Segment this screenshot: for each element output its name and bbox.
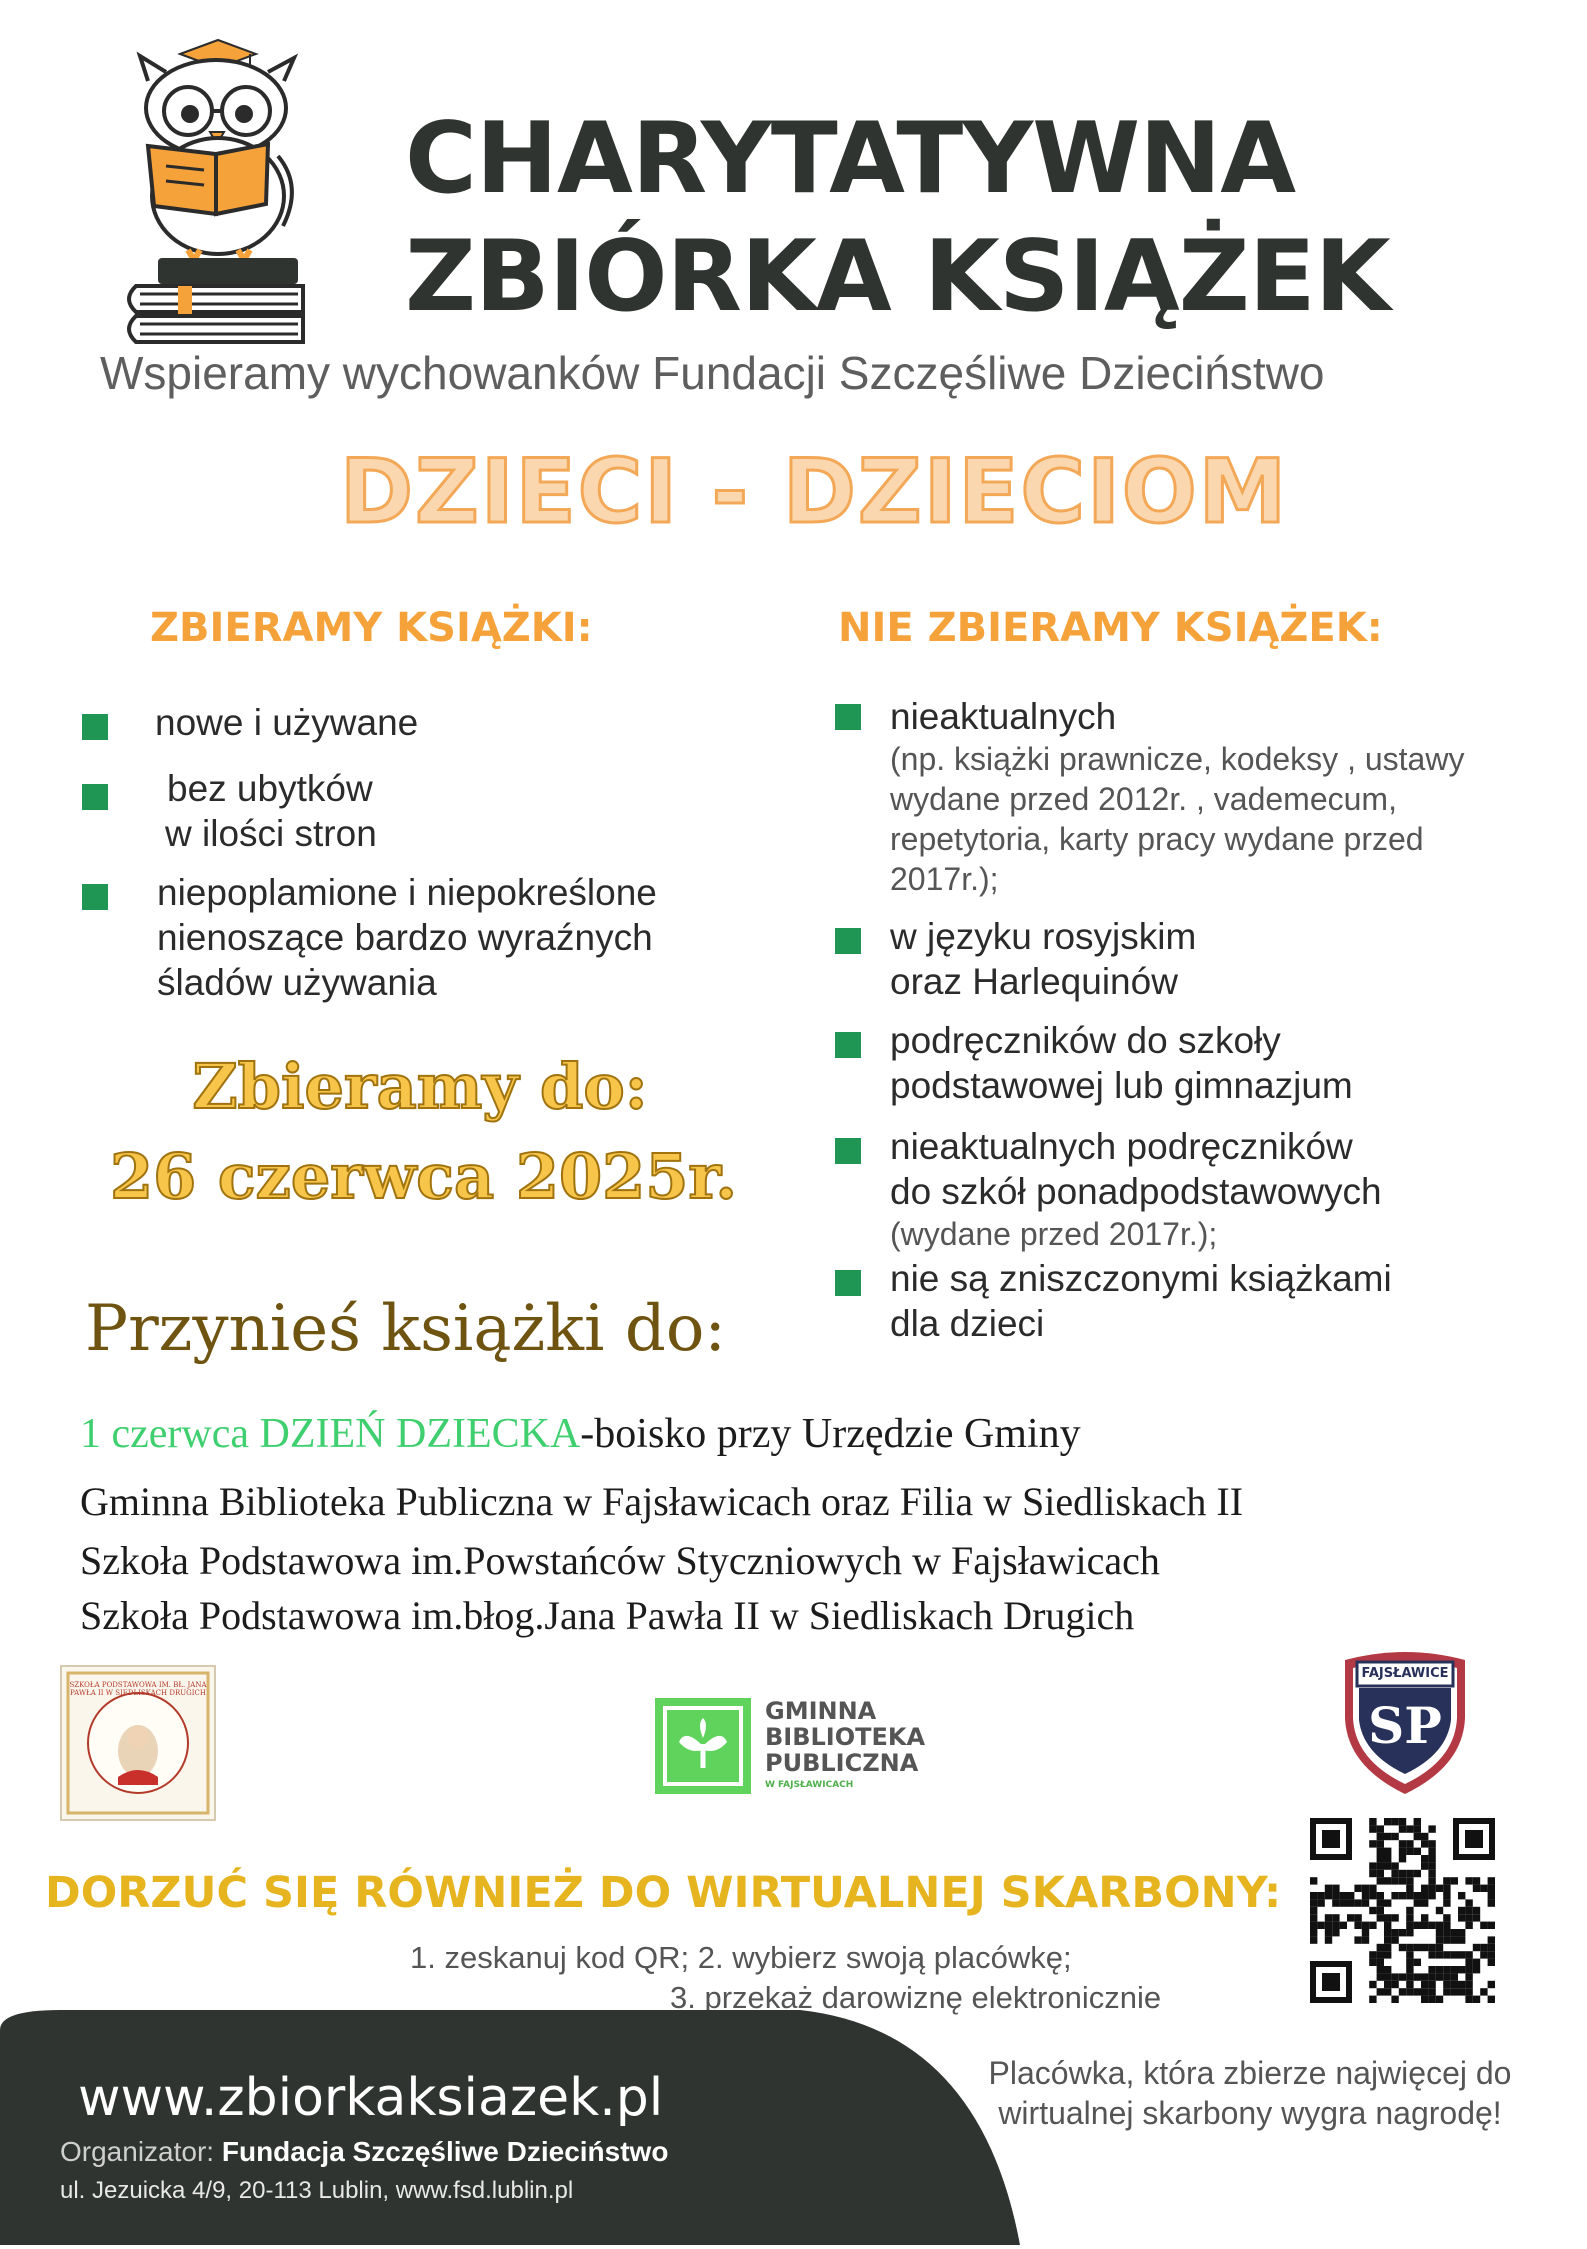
bullet-square-icon xyxy=(835,928,861,954)
title-line-2: ZBIÓRKA KSIĄŻEK xyxy=(405,220,1390,334)
library-leaf-icon xyxy=(655,1698,751,1794)
collect-heading: ZBIERAMY KSIĄŻKI: xyxy=(150,605,593,651)
slogan: DZIECI - DZIECIOM xyxy=(340,440,1289,543)
deadline-date: 26 czerwca 2025r. xyxy=(110,1140,737,1213)
bullet-square-icon xyxy=(82,714,108,740)
event-highlight: 1 czerwca DZIEŃ DZIECKA xyxy=(80,1411,581,1457)
donation-steps-1: 1. zeskanuj kod QR; 2. wybierz swoją placówkę; xyxy=(410,1940,1072,1975)
not-collect-item-4-line-1: nieaktualnych podręczników xyxy=(890,1126,1353,1167)
collect-item-1 xyxy=(155,700,418,745)
bullet-square-icon xyxy=(835,704,861,730)
not-collect-item-3 xyxy=(890,1018,1353,1108)
prize-line-2: wirtualnej skarbony wygra nagrodę! xyxy=(998,2095,1502,2131)
not-collect-item-1-note-3: repetytoria, karty pracy wydane przed xyxy=(890,821,1424,857)
not-collect-item-4-line-2: do szkół ponadpodstawowych xyxy=(890,1171,1382,1212)
not-collect-item-4-note-1: (wydane przed 2017r.); xyxy=(890,1216,1218,1252)
not-collect-item-2-line-2: oraz Harlequinów xyxy=(890,961,1178,1002)
not-collect-item-1-note-2: wydane przed 2012r. , vademecum, xyxy=(890,781,1397,817)
not-collect-heading: NIE ZBIERAMY KSIĄŻEK: xyxy=(838,605,1383,651)
library-sub: W FAJSŁAWICACH xyxy=(765,1780,854,1790)
collect-item-3 xyxy=(157,870,657,1005)
collect-item-3-line-2: nienoszące bardzo wyraźnych xyxy=(157,917,653,958)
organizer-name: Fundacja Szczęśliwe Dzieciństwo xyxy=(221,2136,669,2167)
bullet-square-icon xyxy=(82,884,108,910)
bullet-square-icon xyxy=(835,1138,861,1164)
prize-info xyxy=(950,2053,1550,2133)
donation-heading: DORZUĆ SIĘ RÓWNIEŻ DO WIRTUALNEJ SKARBONY: xyxy=(45,1868,1282,1918)
organizer-address: ul. Jezuicka 4/9, 20-113 Lublin, www.fsd.lublin.pl xyxy=(60,2177,574,2204)
library-logo xyxy=(655,1698,955,1794)
shield-top-text: FAJSŁAWICE xyxy=(1361,1666,1449,1681)
not-collect-item-1-note-1: (np. książki prawnicze, kodeksy , ustawy xyxy=(890,741,1465,777)
not-collect-item-3-line-2: podstawowej lub gimnazjum xyxy=(890,1065,1353,1106)
not-collect-item-2 xyxy=(890,914,1196,1004)
not-collect-item-1-line-1: nieaktualnych xyxy=(890,696,1117,737)
not-collect-item-4 xyxy=(890,1124,1382,1254)
location-school-siedliska: Szkoła Podstawowa im.błog.Jana Pawła II w Siedliskach Drugich xyxy=(80,1593,1135,1638)
organizer-label: Organizator: xyxy=(60,2136,215,2167)
donation-steps-2: 3. przekaż darowiznę elektronicznie xyxy=(670,1980,1162,2015)
collect-item-3-line-1: niepoplamione i niepokreślone xyxy=(157,872,657,913)
not-collect-item-1-note-4: 2017r.); xyxy=(890,861,999,897)
not-collect-item-5-line-1: nie są zniszczonymi książkami xyxy=(890,1258,1392,1299)
school-siedliska-logo xyxy=(60,1665,216,1821)
organizer xyxy=(60,2136,668,2168)
library-line-2: BIBLIOTEKA xyxy=(765,1723,926,1751)
event-line xyxy=(80,1410,1081,1458)
not-collect-item-1 xyxy=(890,694,1464,899)
location-school-fajslawice: Szkoła Podstawowa im.Powstańców Styczniowych w Fajsławicach xyxy=(80,1538,1160,1583)
collect-item-1-line-1: nowe i używane xyxy=(155,702,419,743)
website-link[interactable]: www.zbiorkaksiazek.pl xyxy=(78,2068,664,2128)
school-fajslawice-shield xyxy=(1335,1648,1475,1798)
library-line-3: PUBLICZNA xyxy=(765,1749,919,1777)
bring-books-heading: Przynieś książki do: xyxy=(85,1292,726,1366)
not-collect-item-3-line-1: podręczników do szkoły xyxy=(890,1020,1281,1061)
library-name xyxy=(765,1698,925,1776)
qr-code[interactable] xyxy=(1310,1818,1495,2003)
school-siedliska-logo-text: SZKOŁA PODSTAWOWA IM. BŁ. JANA PAWŁA II W SIEDLISKACH DRUGICH xyxy=(69,1681,207,1697)
collect-item-2 xyxy=(167,766,377,856)
bullet-square-icon xyxy=(82,784,108,810)
subtitle: Wspieramy wychowanków Fundacji Szczęśliwe Dzieciństwo xyxy=(100,347,1325,399)
collect-item-2-line-2: w ilości stron xyxy=(165,813,377,854)
collect-item-2-line-1: bez ubytków xyxy=(167,768,373,809)
not-collect-item-5 xyxy=(890,1256,1392,1346)
not-collect-item-2-line-1: w języku rosyjskim xyxy=(890,916,1197,957)
shield-main-text: SP xyxy=(1368,1696,1442,1755)
deadline-label: Zbieramy do: xyxy=(192,1050,648,1123)
location-library: Gminna Biblioteka Publiczna w Fajsławicach oraz Filia w Siedliskach II xyxy=(80,1479,1244,1524)
title-line-1: CHARYTATYWNA xyxy=(405,102,1296,216)
bullet-square-icon xyxy=(835,1270,861,1296)
not-collect-item-5-line-2: dla dzieci xyxy=(890,1303,1045,1344)
owl-reading-book-icon xyxy=(118,36,323,346)
library-line-1: GMINNA xyxy=(765,1697,877,1725)
prize-line-1: Placówka, która zbierze najwięcej do xyxy=(988,2055,1512,2091)
event-rest: -boisko przy Urzędzie Gminy xyxy=(580,1411,1081,1457)
bullet-square-icon xyxy=(835,1032,861,1058)
collect-item-3-line-3: śladów używania xyxy=(157,962,437,1003)
